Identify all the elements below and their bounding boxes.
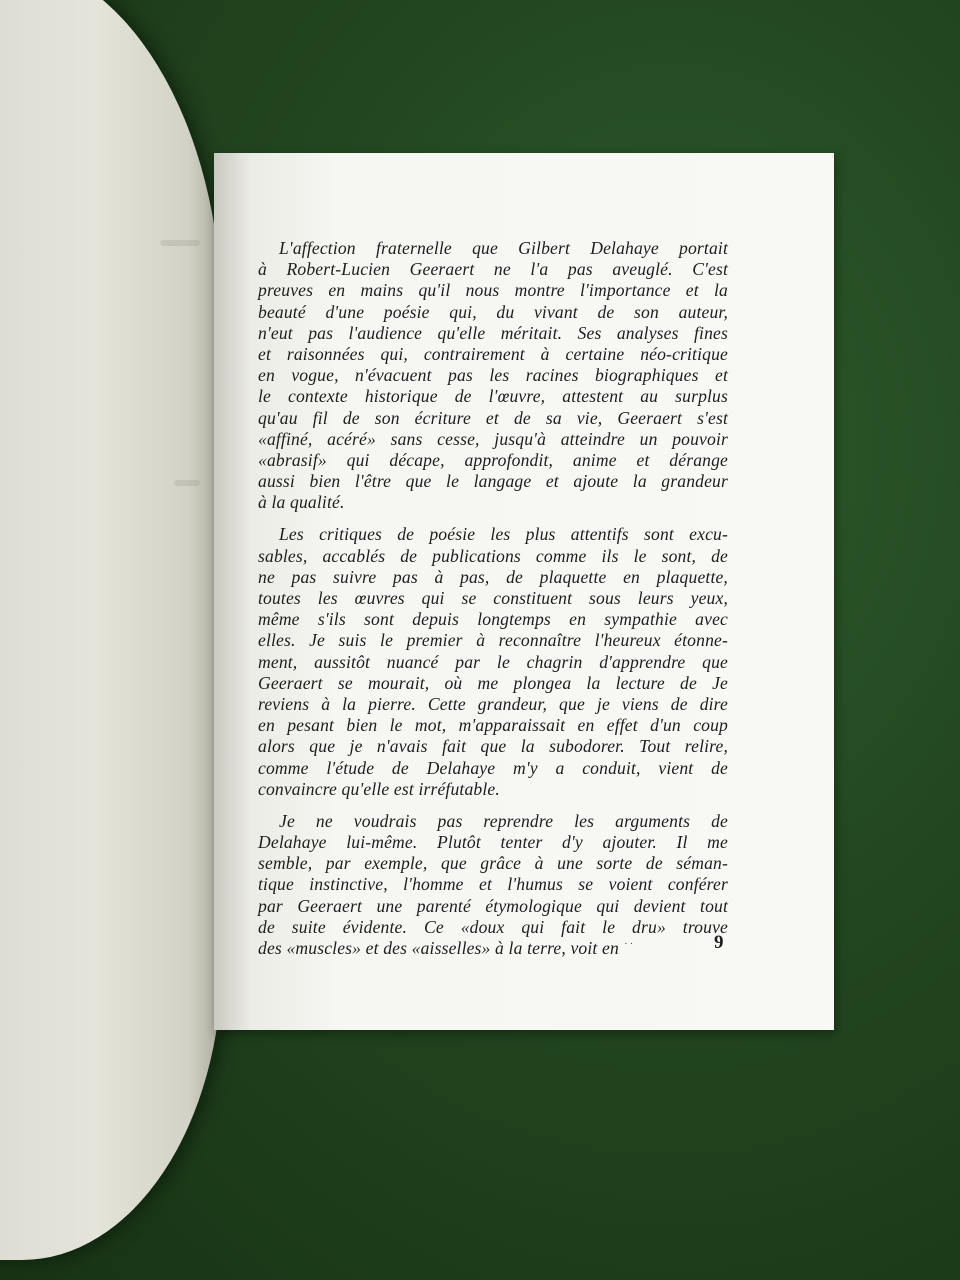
- text-line: semble, par exemple, que grâce à une sorte de séman-: [258, 853, 728, 874]
- text-line: comme l'étude de Delahaye m'y a conduit, vient de: [258, 757, 728, 778]
- text-line: n'eut pas l'audience qu'elle méritait. Ses analyses fines: [258, 322, 728, 343]
- text-line: beauté d'une poésie qui, du vivant de son auteur,: [258, 301, 728, 322]
- text-line: Les critiques de poésie les plus attentifs sont excu-: [279, 524, 728, 545]
- show-through-mark: [160, 240, 200, 246]
- text-line: «abrasif» qui décape, approfondit, anime et dérange: [258, 449, 728, 470]
- text-line: sables, accablés de publications comme ils le sont, de: [258, 545, 728, 566]
- show-through-mark: [174, 480, 200, 486]
- text-line: qu'au fil de son écriture et de sa vie, Geeraert s'est: [258, 407, 728, 428]
- text-line: en vogue, n'évacuent pas les racines biographiques et: [258, 365, 728, 386]
- text-line: reviens à la pierre. Cette grandeur, que je viens de dire: [258, 693, 728, 714]
- text-line: Delahaye lui-même. Plutôt tenter d'y ajouter. Il me: [258, 832, 728, 853]
- text-line: toutes les œuvres qui se constituent sous leurs yeux,: [258, 588, 728, 608]
- text-line: L'affection fraternelle que Gilbert Delahaye portait: [279, 238, 728, 258]
- text-line: preuves en mains qu'il nous montre l'importance et la: [258, 280, 728, 301]
- text-line: tique instinctive, l'homme et l'humus se voient conférer: [258, 874, 728, 895]
- text-line: convaincre qu'elle est irréfutable.: [258, 778, 500, 799]
- text-line: à Robert-Lucien Geeraert ne l'a pas aveuglé. C'est: [258, 259, 728, 280]
- text-line: même s'ils sont depuis longtemps en sympathie avec: [258, 609, 728, 630]
- text-line: aussi bien l'être que le langage et ajoute la grandeur: [258, 471, 728, 492]
- text-line: de suite évidente. Ce «doux qui fait le dru» trouve: [258, 916, 728, 937]
- left-page-curl: [0, 0, 222, 1260]
- text-line: ne pas suivre pas à pas, de plaquette en plaquette,: [258, 566, 728, 587]
- text-line: ment, aussitôt nuancé par le chagrin d'apprendre que: [258, 651, 728, 672]
- paragraph: [258, 524, 728, 799]
- page-body-text: [258, 238, 728, 970]
- text-line: Geeraert se mourait, où me plongea la lecture de Je: [258, 672, 728, 693]
- text-line: à la qualité.: [258, 492, 345, 513]
- text-line: des «muscles» et des «aisselles» à la terre, voit en: [258, 938, 619, 958]
- text-line: en pesant bien le mot, m'apparaissait en effet d'un coup: [258, 715, 728, 736]
- paragraph: [258, 811, 728, 959]
- text-line: Je ne voudrais pas reprendre les arguments de: [279, 810, 728, 831]
- text-line: et raisonnées qui, contrairement à certaine néo-critique: [258, 343, 728, 364]
- text-line: le contexte historique de l'œuvre, attestent au surplus: [258, 386, 728, 407]
- text-line: par Geeraert une parenté étymologique qui devient tout: [258, 895, 728, 916]
- text-line: alors que je n'avais fait que la subodorer. Tout relire,: [258, 736, 728, 757]
- print-smudge: ··: [624, 938, 636, 950]
- text-line: elles. Je suis le premier à reconnaître l'heureux étonne-: [258, 630, 728, 651]
- page-number: 9: [714, 932, 724, 953]
- text-line: «affiné, acéré» sans cesse, jusqu'à atteindre un pouvoir: [258, 428, 728, 449]
- paragraph: [258, 238, 728, 513]
